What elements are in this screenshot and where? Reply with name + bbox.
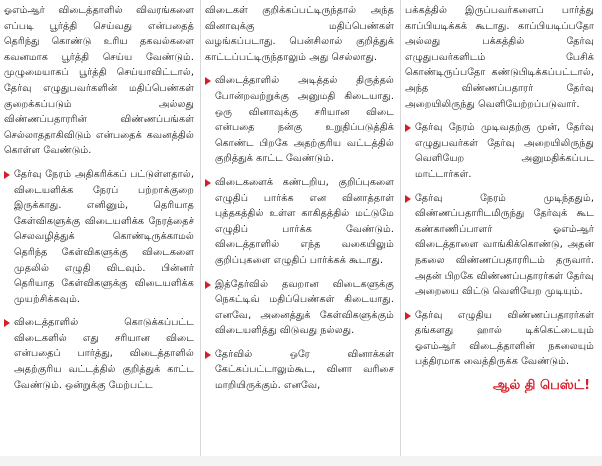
bullet-arrow-icon	[405, 195, 411, 203]
paragraph-text: இத்தேர்வில் தவறான விடைகளுக்கு நெகட்டிவ் மதிப்பெண்கள் கிடையாது. எனவே, அனைத்துக் கேள்விகளுக்கும் விடையளித்து விடுவது நல்லது.	[215, 278, 394, 337]
paragraph	[205, 175, 394, 269]
paragraph-text: விடைத்தாளில் அடித்தல் திருத்தல் போன்றவற்றுக்கு அனுமதி கிடையாது. ஒரு வினாவுக்கு சரியான விடை என்பதை நன்கு உறுதிப்படுத்திக் கொண்ட பிறகே அதற்குரிய வட்டத்தில் குறித்துக் காட்ட வேண்டும்.	[215, 75, 394, 165]
paragraph-text: தேர்வு நேரம் அதிகரிக்கப் பட்டுள்ளதால், விடையளிக்க நேரப் பற்றாக்குறை இருக்காது. எனினும், தெரியாத கேள்விகளுக்கு விடையளிக்க நேரத்தைச் செலவழித்துக் கொண்டிருக்காமல் தெரிந்த கேள்விகளுக்கு விடைகளை முதலில் எழுதி விடவும். பின்னர் தெரியாத கேள்விகளுக்கு விடையளிக்க முயற்சிக்கவும்.	[14, 168, 194, 305]
column-2	[200, 0, 400, 456]
bullet-arrow-icon	[205, 281, 211, 289]
column-1	[0, 0, 200, 456]
paragraph-text: தேர்வில் ஒரே வினாக்கள் கேட்கப்பட்டாலும்கூட, வினா வரிசை மாறியிருக்கும். எனவே,	[215, 348, 394, 392]
paragraph: விடைகள் குறிக்கப்பட்டிருந்தால் அந்த வினாவுக்கு மதிப்பெண்கள் வழங்கப்படாது. பென்சிலால் குறித்துக் காட்டப்பட்டிருந்தாலும் அது செல்லாது.	[205, 5, 394, 63]
bullet-arrow-icon	[4, 319, 10, 327]
bullet-arrow-icon	[205, 77, 211, 85]
paragraph	[4, 315, 194, 393]
bullet-arrow-icon	[4, 171, 10, 179]
paragraph-text: விடைத்தாளில் கொடுக்கப்பட்ட விடைகளில் எது சரியான விடை என்பதைப் பார்த்து, விடைத்தாளில் அதற்குரிய வட்டத்தில் குறித்துக் காட்ட வேண்டும். ஒன்றுக்கு மேற்பட்ட	[14, 317, 194, 391]
paragraph	[4, 167, 194, 307]
paragraph-text: விடைகளைக் கண்டறிய, குறிப்புகளை எழுதிப் பார்க்க என வினாத்தாள் புத்தகத்தில் உள்ள காகிதத்தில் மட்டுமே எழுதிப் பார்க்க வேண்டும். விடைத்தாளில் எந்த வகையிலும் குறிப்புகளை எழுதிப் பார்க்கக் கூடாது.	[215, 176, 394, 266]
paragraph-text: தேர்வு நேரம் முடிவதற்கு முன், தேர்வு எழுதுபவர்கள் தேர்வு அறையிலிருந்து வெளியேற அனுமதிக்கப்பட மாட்டார்கள்.	[415, 122, 594, 180]
paragraph: ஓஎம்ஆர் விடைத்தாளில் விவரங்களை எப்படி பூர்த்தி செய்வது என்பதைத் தெரிந்து கொண்டு உரிய தகவல்களை கவனமாக பூர்த்தி செய்ய வேண்டும். முழுமையாகப் பூர்த்தி செய்யாவிட்டால், தேர்வு எழுதுபவர்களின் மதிப்பெண்கள் குறைக்கப்படும் அல்லது விண்ணப்பதாரரின் விண்ணப்பங்கள் செல்லாததாகிவிடும் என்பதைக் கவனத்தில் கொள்ள வேண்டும்.	[4, 5, 194, 157]
paragraph-text: தேர்வு எழுதிய விண்ணப்பதாரர்கள் தங்களது ஹால் டிக்கெட்டையும் ஓஎம்ஆர் விடைத்தாளின் நகலையும் பத்திரமாக வைத்திருக்க வேண்டும்.	[415, 309, 594, 368]
bullet-arrow-icon	[205, 351, 211, 359]
paragraph-text: தேர்வு நேரம் முடிந்ததும், விண்ணப்பதாரிடமிருந்து தேர்வுக் கூட கண்காணிப்பாளர் ஓஎம்ஆர் விடைத்தாளை வாங்கிக்கொண்டு, அதன் நகலை விண்ணப்பதாரரிடம் தருவார். அதன் பிறகே விண்ணப்பதாரர்கள் தேர்வு அறையை விட்டு வெளியேற முடியும்.	[415, 192, 594, 298]
paragraph: பக்கத்தில் இருப்பவர்களைப் பார்த்து காப்பியடிக்கக் கூடாது. காப்பியடிப்பதோ அல்லது பக்கத்தில் தேர்வு எழுதுபவர்களிடம் பேசிக் கொண்டிருப்பதோ கண்டுபிடிக்கப்பட்டால், அந்த விண்ணப்பதாரர் தேர்வு அறையிலிருந்து வெளியேற்றப்படுவார்.	[405, 5, 594, 110]
bullet-arrow-icon	[405, 312, 411, 320]
paragraph	[205, 73, 394, 167]
paragraph	[205, 277, 394, 339]
paragraph	[405, 120, 594, 182]
bullet-arrow-icon	[405, 124, 411, 132]
bottom-strip	[0, 456, 602, 466]
column-3	[400, 0, 600, 456]
paragraph	[405, 191, 594, 300]
paragraph	[205, 347, 394, 394]
paragraph	[405, 308, 594, 370]
signoff-text: ஆல் தி பெஸ்ட்!	[493, 378, 590, 394]
bullet-arrow-icon	[205, 179, 211, 187]
